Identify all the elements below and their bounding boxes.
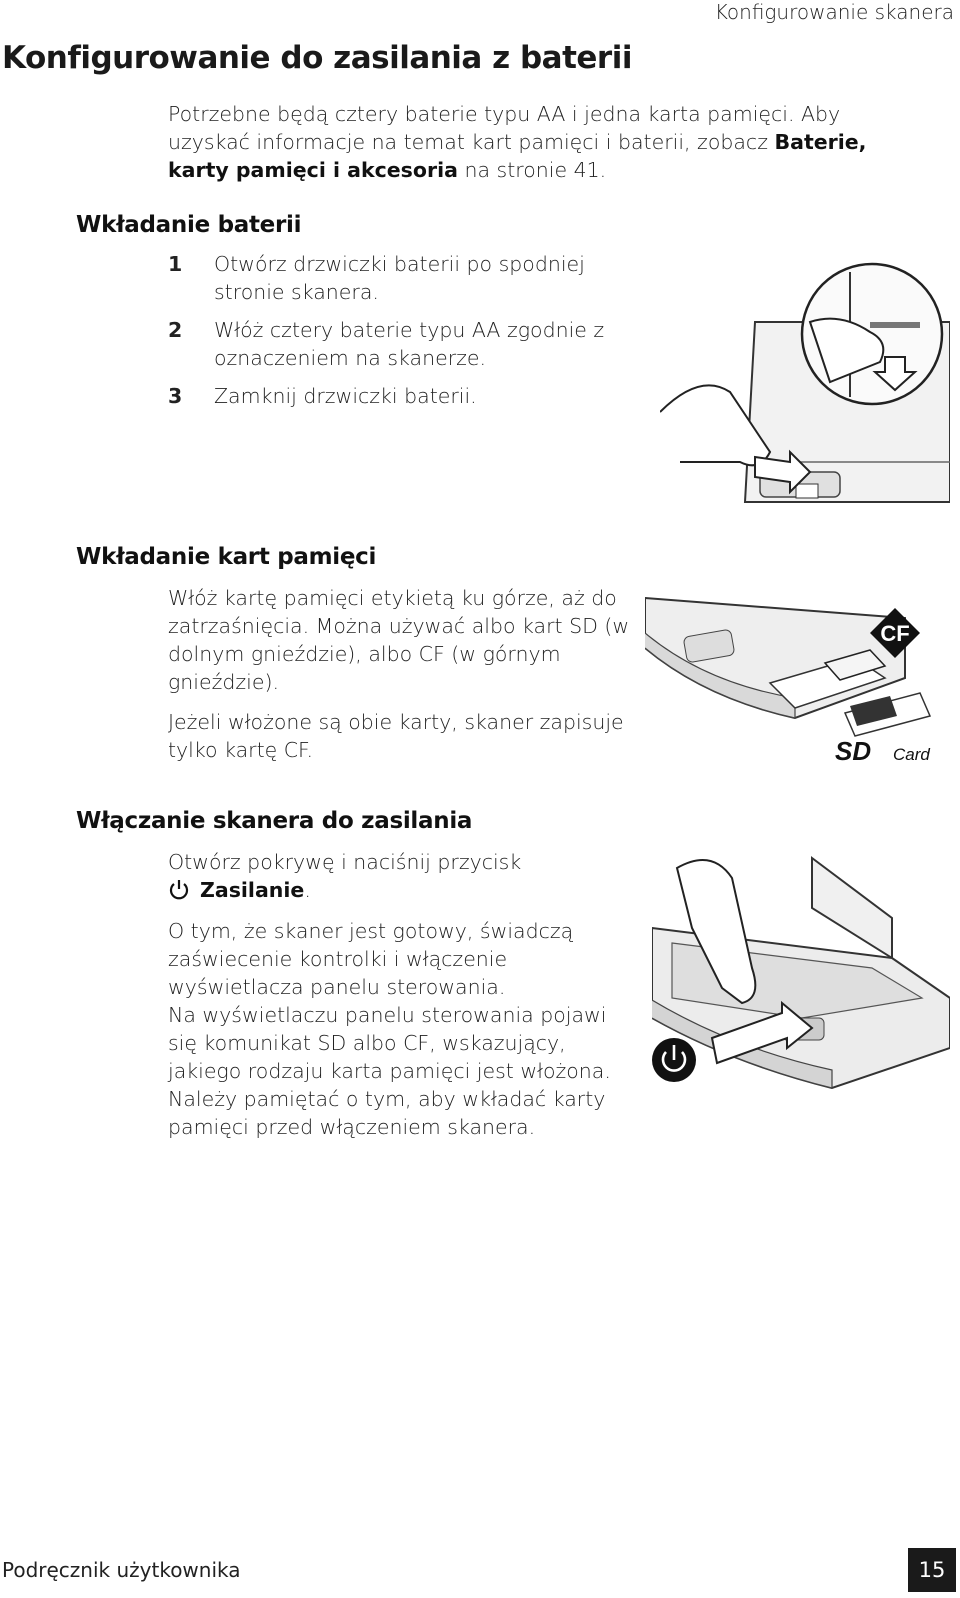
power-icon	[168, 878, 190, 900]
step-text: Otwórz drzwiczki baterii po spodniej stronie skanera.	[214, 252, 585, 304]
memory-cards-para-2: Jeżeli włożone są obie karty, skaner zapisuje tylko kartę CF.	[168, 710, 624, 762]
batteries-heading: Wkładanie baterii	[76, 212, 302, 238]
step-number: 2	[168, 318, 183, 342]
intro-text-1: Potrzebne będą cztery baterie typu AA i jedna karta pamięci. Aby uzyskać informacje na temat kart pamięci i baterii, zobacz	[168, 102, 841, 154]
memory-cards-para-1: Włóż kartę pamięci etykietą ku górze, aż do zatrzaśnięcia. Można używać albo kart SD (w dolnym gnieździe), albo CF (w górnym gnieździe).	[168, 586, 630, 694]
power-para-1	[168, 848, 618, 904]
memory-card-illustration	[645, 588, 950, 788]
cf-logo-text: CF	[880, 621, 910, 646]
step-text: Zamknij drzwiczki baterii.	[214, 384, 477, 408]
sd-logo	[835, 736, 930, 766]
page-title: Konfigurowanie do zasilania z baterii	[2, 40, 632, 76]
footer-manual-title: Podręcznik użytkownika	[2, 1558, 241, 1582]
power-para-3: Na wyświetlaczu panelu sterowania pojawi się komunikat SD albo CF, wskazujący, jakiego rodzaju karta pamięci jest włożona. Należy pamiętać o tym, aby wkładać karty pamięci przed włączeniem skanera.	[168, 1003, 611, 1139]
sd-logo-text: SD	[835, 736, 872, 766]
power-para-2: O tym, że skaner jest gotowy, świadczą zaświecenie kontrolki i włączenie wyświetlacza panelu sterowania.	[168, 919, 574, 999]
page-number: 15	[908, 1548, 956, 1592]
step-number: 1	[168, 252, 183, 276]
intro-link[interactable]: Baterie, karty pamięci i akcesoria	[168, 130, 867, 182]
power-heading: Włączanie skanera do zasilania	[76, 808, 473, 834]
power-button-name: Zasilanie	[200, 878, 305, 902]
power-line-1: Otwórz pokrywę i naciśnij przycisk	[168, 850, 522, 874]
running-header: Konfigurowanie skanera	[714, 0, 954, 24]
intro-paragraph	[168, 100, 908, 184]
step-2	[168, 316, 648, 372]
power-button-suffix: .	[304, 878, 311, 902]
sd-card-word: Card	[893, 745, 930, 764]
battery-steps	[168, 250, 648, 420]
power-button-icon	[652, 1038, 696, 1082]
power-illustration	[652, 848, 950, 1110]
step-number: 3	[168, 384, 183, 408]
step-1	[168, 250, 648, 306]
battery-illustration	[660, 262, 950, 512]
step-3	[168, 382, 648, 410]
memory-cards-heading: Wkładanie kart pamięci	[76, 544, 377, 570]
step-text: Włóż cztery baterie typu AA zgodnie z oznaczeniem na skanerze.	[214, 318, 605, 370]
intro-text-2: na stronie 41.	[457, 158, 607, 182]
